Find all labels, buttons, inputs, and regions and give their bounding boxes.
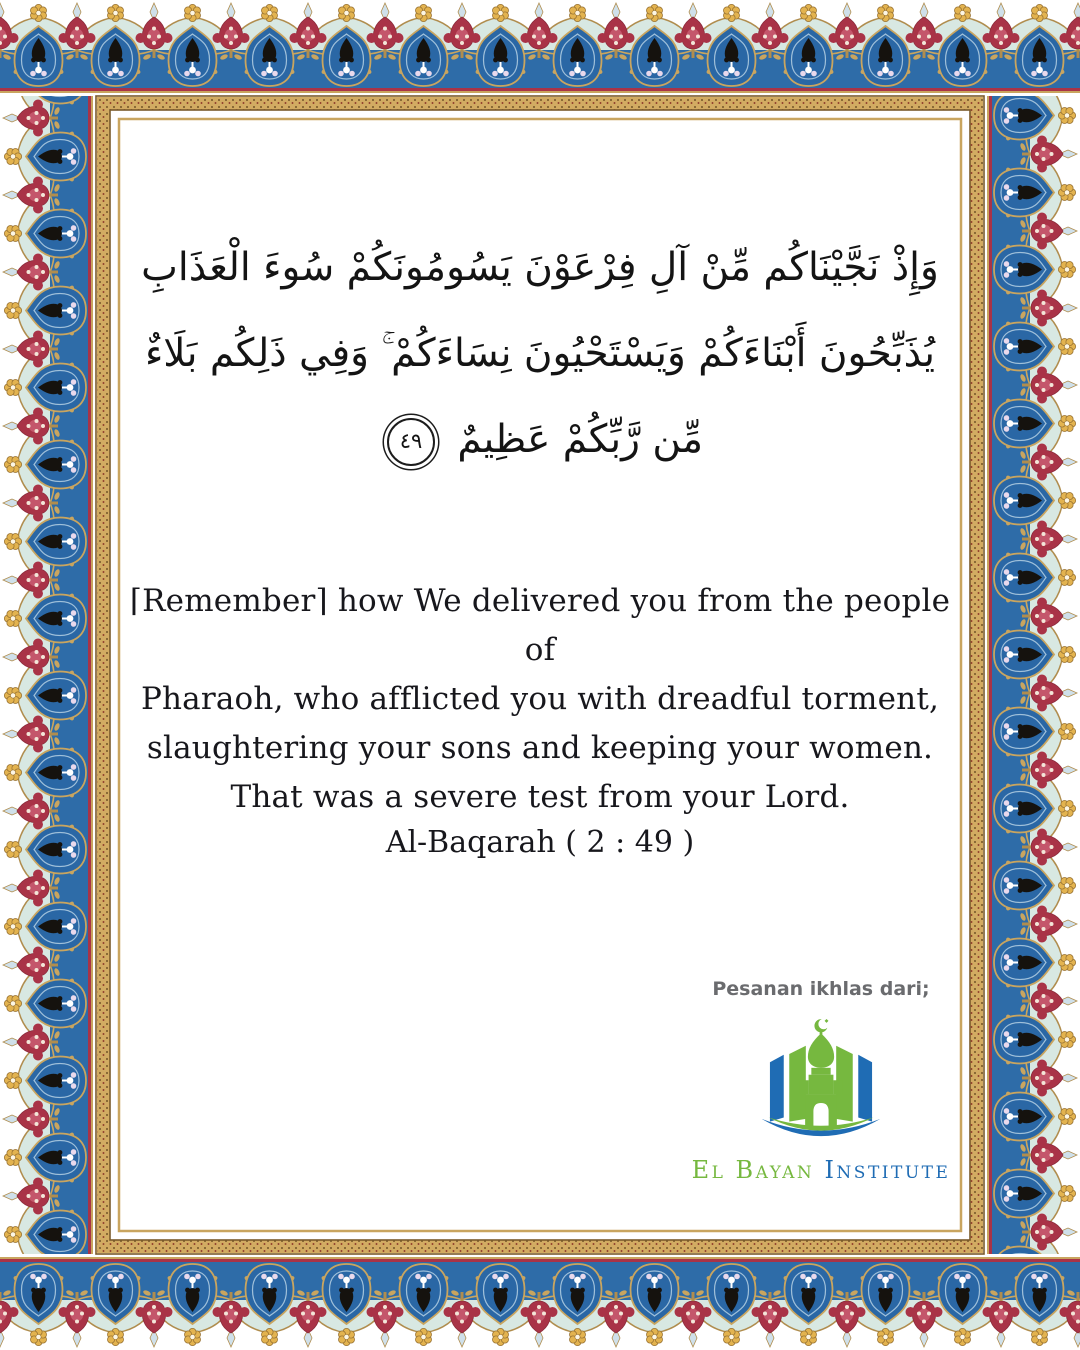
border-band-bottom (0, 1254, 1080, 1350)
attribution-label: Pesanan ikhlas dari; (712, 978, 930, 1000)
translation-line: Pharaoh, who afflicted you with dreadful torment, (140, 681, 940, 717)
translation-line: ⌈Remember⌉ how We delivered you from the people of (129, 583, 951, 668)
arabic-line (125, 397, 955, 483)
mosque-open-book-icon (732, 1014, 910, 1152)
attribution-block (687, 978, 955, 1184)
logo-wordmark-primary: El Bayan (691, 1156, 815, 1184)
translation-line: slaughtering your sons and keeping your women. (146, 730, 934, 766)
content-area (125, 125, 955, 1225)
border-band-right (984, 0, 1080, 1350)
translation-line: That was a severe test from your Lord. (230, 779, 850, 815)
logo-wordmark (687, 1156, 955, 1184)
arabic-line-text: مِّن رَّبِّكُمْ عَظِيمٌ (457, 417, 703, 462)
mosque-icon (800, 1029, 843, 1127)
arabic-line: يُذَبِّحُونَ أَبْنَاءَكُمْ وَيَسْتَحْيُونَ نِسَاءَكُمْ ۚ وَفِي ذَلِكُم بَلَاءٌ (144, 331, 936, 376)
border-band-left (0, 0, 96, 1350)
verse-reference: Al-Baqarah ( 2 : 49 ) (385, 825, 695, 860)
border-band-top (0, 0, 1080, 96)
arabic-verse (125, 225, 955, 483)
arabic-line: وَإِذْ نَجَّيْنَاكُم مِّنْ آلِ فِرْعَوْنَ يَسُومُونَكُمْ سُوءَ الْعَذَابِ (141, 245, 939, 290)
ayah-end-marker: ٤٩ (387, 418, 435, 466)
logo-wordmark-secondary: Institute (824, 1156, 951, 1184)
translation-paragraph (125, 577, 955, 822)
